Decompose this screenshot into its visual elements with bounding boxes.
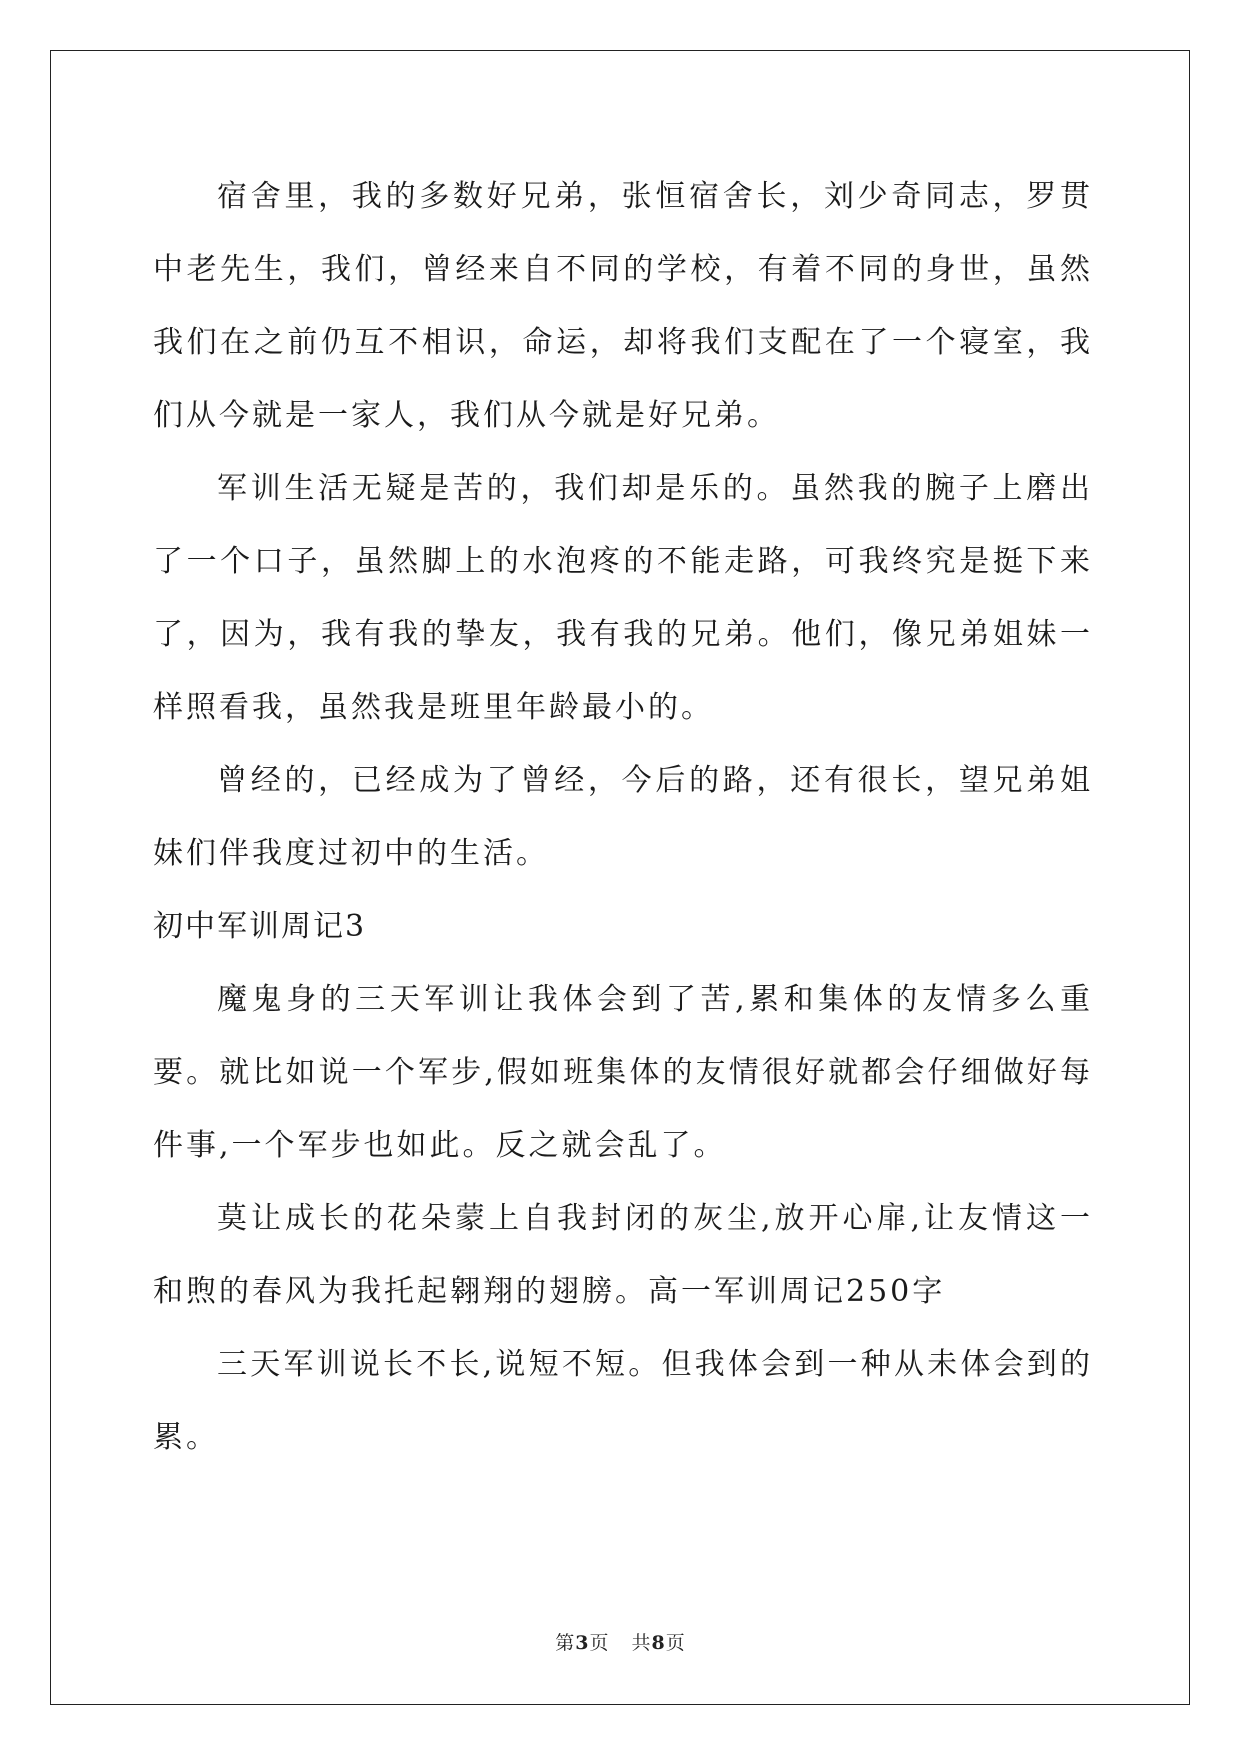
current-page-number: 3 xyxy=(575,1632,590,1654)
paragraph: 曾经的，已经成为了曾经，今后的路，还有很长，望兄弟姐妹们伴我度过初中的生活。 xyxy=(153,763,1093,871)
total-prefix: 共 xyxy=(631,1632,652,1654)
paragraph: 三天军训说长不长,说短不短。但我体会到一种从未体会到的累。 xyxy=(153,1347,1093,1455)
page-footer xyxy=(0,1628,1241,1655)
page-prefix: 第 xyxy=(555,1632,576,1654)
document-body xyxy=(153,160,1093,1474)
paragraph: 宿舍里，我的多数好兄弟，张恒宿舍长，刘少奇同志，罗贯中老先生，我们，曾经来自不同的学校，有着不同的身世，虽然我们在之前仍互不相识，命运，却将我们支配在了一个寝室，我们从今就是一家人，我们从今就是好兄弟。 xyxy=(153,179,1093,433)
section-heading: 初中军训周记3 xyxy=(153,909,367,944)
total-unit: 页 xyxy=(665,1632,686,1654)
page-unit: 页 xyxy=(589,1632,610,1654)
total-page-number: 8 xyxy=(651,1632,666,1654)
paragraph: 莫让成长的花朵蒙上自我封闭的灰尘,放开心扉,让友情这一和煦的春风为我托起翱翔的翅膀。高一军训周记250字 xyxy=(153,1201,1093,1309)
paragraph: 魔鬼身的三天军训让我体会到了苦,累和集体的友情多么重要。就比如说一个军步,假如班集体的友情很好就都会仔细做好每件事,一个军步也如此。反之就会乱了。 xyxy=(153,982,1093,1163)
paragraph: 军训生活无疑是苦的，我们却是乐的。虽然我的腕子上磨出了一个口子，虽然脚上的水泡疼的不能走路，可我终究是挺下来了，因为，我有我的挚友，我有我的兄弟。他们，像兄弟姐妹一样照看我，虽然我是班里年龄最小的。 xyxy=(153,471,1093,725)
